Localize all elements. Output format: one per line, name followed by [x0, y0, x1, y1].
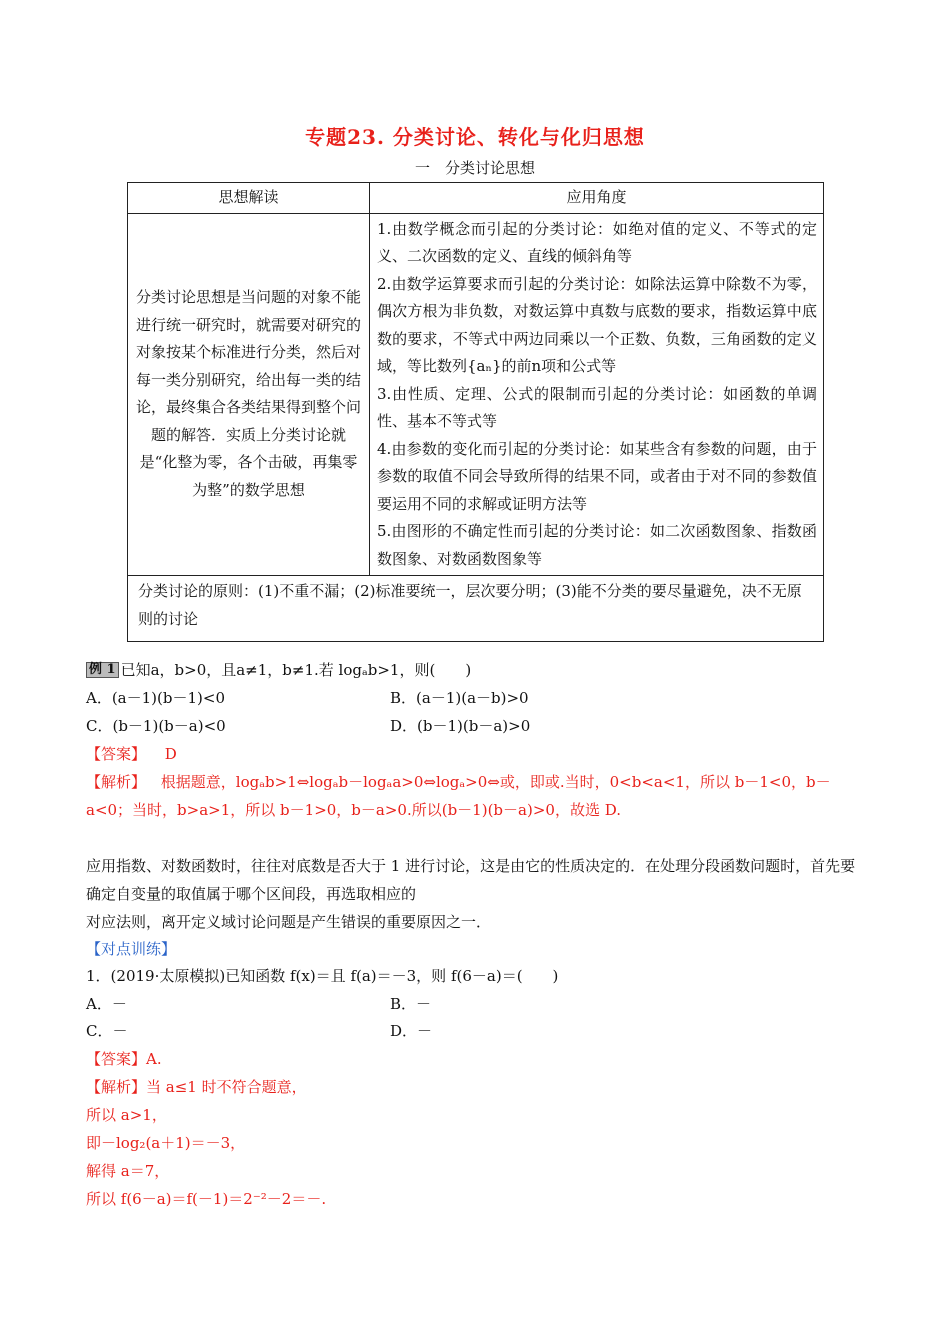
practice-analysis-line-2: 所以 a>1， [86, 1106, 167, 1124]
practice-option-c: C．－ [86, 1022, 128, 1040]
example1-question: 已知a，b>0，且a≠1，b≠1.若 logₐb>1，则( ) [120, 661, 472, 679]
practice-header: 【对点训练】 [86, 940, 177, 958]
col-header-angles: 应用角度 [370, 183, 824, 214]
example1-question-line [86, 656, 866, 684]
example1-answer [86, 740, 866, 768]
example1-option-c: C．(b－1)(b－a)<0 [86, 717, 226, 735]
example1-option-d: D．(b－1)(b－a)>0 [390, 717, 531, 735]
practice-option-d: D．－ [390, 1022, 433, 1040]
note-paragraph-1: 应用指数、对数函数时，往往对底数是否大于 1 进行讨论，这是由它的性质决定的．在处理分段函数问题时，首先要确定自变量的取值属于哪个区间段，再选取相应的 [86, 857, 856, 903]
note-paragraph-2: 对应法则，离开定义域讨论问题是产生错误的重要原因之一． [86, 913, 492, 931]
practice-analysis-line-4: 解得 a＝7， [86, 1162, 170, 1180]
answer-value: D [164, 745, 177, 763]
example1-analysis [86, 768, 866, 824]
practice-option-a: A．－ [86, 995, 127, 1013]
principle-cell: 分类讨论的原则：(1)不重不漏；(2)标准要统一，层次要分明；(3)能不分类的要尽量避免，决不无原则的讨论 [128, 576, 824, 642]
angle-item: 3.由性质、定理、公式的限制而引起的分类讨论：如函数的单调性、基本不等式等 [377, 384, 817, 430]
practice-question: 1．(2019·太原模拟)已知函数 f(x)＝且 f(a)＝－3，则 f(6－a)＝( ) [86, 967, 559, 985]
practice-analysis-label: 【解析】 [86, 1078, 147, 1096]
angle-item: 4.由参数的变化而引起的分类讨论：如某些含有参数的问题，由于参数的取值不同会导致所得的结果不同，或者由于对不同的参数值要运用不同的求解或证明方法等 [377, 439, 817, 513]
analysis-text: 根据题意，logₐb>1⇔logₐb－logₐa>0⇔logₐ>0⇔或，即或.当时，0<b<a<1，所以 b－1<0，b－a<0；当时，b>a>1，所以 b－1>0，b－a>0.所以(b－1)(b－a)>0，故选 D. [86, 773, 831, 819]
practice-option-b: B．－ [390, 995, 432, 1013]
practice-analysis-line-5: 所以 f(6－a)＝f(－1)＝2⁻²－2＝－. [86, 1190, 327, 1208]
thinking-table [127, 182, 824, 642]
angle-item: 1.由数学概念而引起的分类讨论：如绝对值的定义、不等式的定义、二次函数的定义、直线的倾斜角等 [377, 219, 817, 265]
practice-analysis-line-1 [86, 1073, 866, 1101]
answer-label: 【答案】 [86, 745, 147, 763]
analysis-label: 【解析】 [86, 773, 147, 791]
example1-option-a: A．(a－1)(b－1)<0 [86, 689, 225, 707]
col-header-interpretation: 思想解读 [128, 183, 370, 214]
angle-item: 5.由图形的不确定性而引起的分类讨论：如二次函数图象、指数函数图象、对数函数图象等 [377, 522, 817, 568]
example1-option-b: B．(a－1)(a－b)>0 [390, 689, 529, 707]
practice-analysis-line-3: 即－log₂(a＋1)＝－3， [86, 1134, 246, 1152]
angles-cell [370, 213, 824, 576]
section-subtitle: 一 分类讨论思想 [414, 159, 535, 177]
page-title: 专题23. 分类讨论、转化与化归思想 [305, 125, 645, 149]
angle-item: 2.由数学运算要求而引起的分类讨论：如除法运算中除数不为零，偶次方根为非负数，对数运算中真数与底数的要求，指数运算中底数的要求，不等式中两边同乘以一个正数、负数，三角函数的定义域，等比数列{aₙ}的前n项和公式等 [377, 274, 817, 375]
interpretation-cell: 分类讨论思想是当问题的对象不能进行统一研究时，就需要对研究的对象按某个标准进行分类，然后对每一类分别研究，给出每一类的结论，最终集合各类结果得到整个问题的解答．实质上分类讨论就是“化整为零，各个击破，再集零为整”的数学思想 [128, 213, 370, 576]
practice-answer: 【答案】A. [86, 1050, 162, 1068]
example-tag: 例 1 [86, 662, 119, 678]
practice-analysis-text: 当 a≤1 时不符合题意， [146, 1078, 307, 1096]
